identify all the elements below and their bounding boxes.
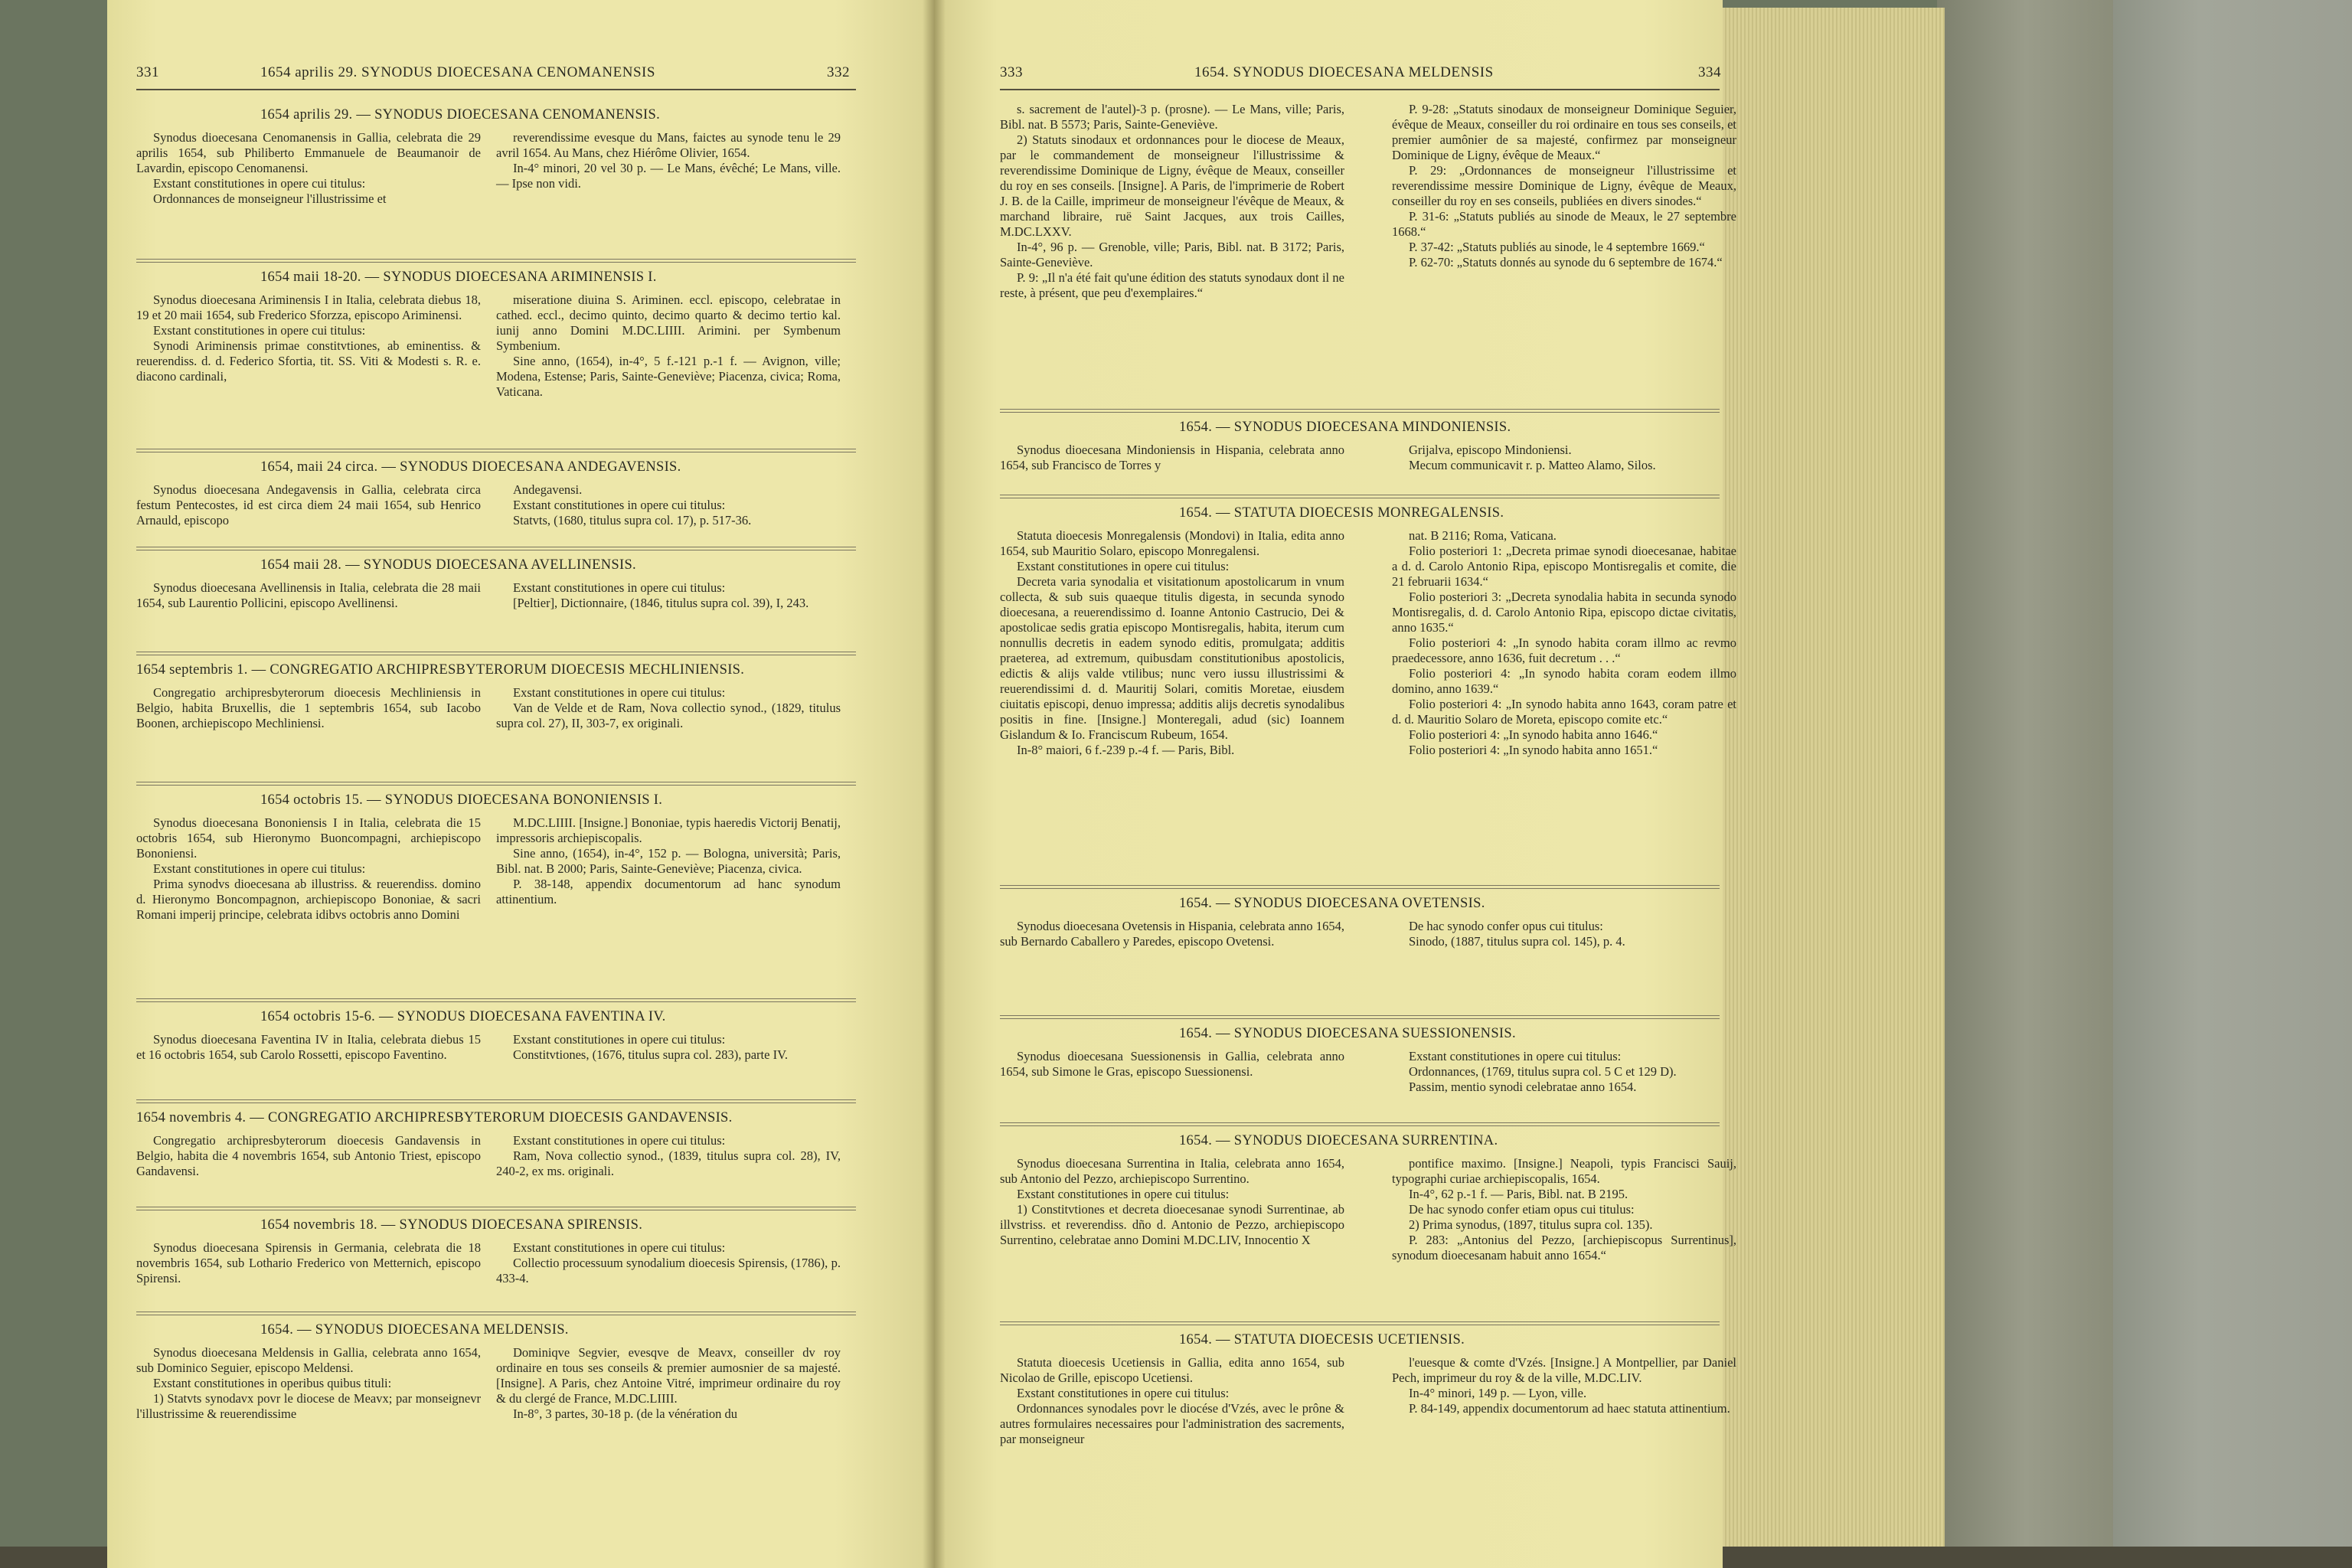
entry-title: 1654. — SYNODUS DIOECESANA OVETENSIS. <box>1179 896 1485 911</box>
entry-paragraph: P. 283: „Antonius del Pezzo, [archiepiscopus Surrentinus], synodum dioecesanam habuit anno 1654.“ <box>1392 1233 1736 1263</box>
entry-paragraph: Exstant constitutiones in opere cui titulus: <box>153 861 366 876</box>
entry-paragraph: Folio posteriori 3: „Decreta synodalia habita in secunda synodo Montisregalis, d. d. Carolo Antonio Ripa, episcopo dictae civitatis, anno 1635.“ <box>1392 590 1736 635</box>
entry-paragraph: Synodus dioecesana Cenomanensis in Gallia, celebrata die 29 aprilis 1654, sub Philiberto Emmanuele de Beaumanoir de Lavardin, episcopo Cenomanensi. <box>136 130 481 175</box>
entry-col-left <box>136 1240 481 1286</box>
entry-paragraph: [Peltier], Dictionnaire, (1846, titulus supra col. 39), I, 243. <box>513 596 809 610</box>
entry-paragraph: Dominiqve Segvier, evesqve de Meavx, conseiller dv roy ordinaire en tous ses conseils & premier aumosnier de sa majesté. [Insigne]. A Paris, chez Antoine Vitré, imprimeur ordinaire du roy & du clergé de France, M.DC.LIIII. <box>496 1345 841 1406</box>
entry-col-left <box>136 482 481 528</box>
entry-paragraph: 2) Statuts sinodaux et ordonnances pour le diocese de Meaux, par le commandement de monseigneur l'illustrissime & reverendissime Dominique de Ligny, évêque de Meaux, conseiller du roy en ses conseils. [Insigne]. A Paris, de l'imprimerie de Robert J. B. de la Caille, imprimeur de monseigneur l'évêque de Meaux, & marchand libraire, ruë Saint Jacques, aux trois Cailles, M.DC.LXXV. <box>1000 132 1344 239</box>
entry-paragraph: Congregatio archipresbyterorum dioecesis Mechliniensis in Belgio, habita Bruxellis, die 1 septembris 1654, sub Iacobo Boonen, archiepiscopo Mechliniensi. <box>136 685 481 730</box>
entry-paragraph: Exstant constitutiones in opere cui titulus: <box>513 1240 726 1255</box>
entry-title: 1654. — SYNODUS DIOECESANA SURRENTINA. <box>1179 1133 1498 1148</box>
entry-paragraph: P. 38-148, appendix documentorum ad hanc synodum attinentium. <box>496 877 841 906</box>
entry-paragraph: Exstant constitutiones in opere cui titulus: <box>1409 1049 1622 1063</box>
entry-paragraph: P. 31-6: „Statuts publiés au sinode de Meaux, le 27 septembre 1668.“ <box>1392 209 1736 239</box>
entry-paragraph: Folio posteriori 1: „Decreta primae synodi dioecesanae, habitae a d. d. Carolo Antonio Ripa, episcopo Montisregalis et comite, die 21 februarii 1634.“ <box>1392 544 1736 589</box>
entry-separator <box>1000 1122 1720 1126</box>
entry-paragraph: In-8° maiori, 6 f.-239 p.-4 f. — Paris, Bibl. <box>1017 743 1235 757</box>
entry-col-right <box>1392 443 1736 473</box>
entry-col-left <box>136 685 481 731</box>
entry-paragraph: Exstant constitutiones in opere cui titulus: <box>153 176 366 191</box>
entry-paragraph: Exstant constitutiones in opere cui titulus: <box>513 1032 726 1047</box>
entry-separator <box>136 259 856 263</box>
background-cloth <box>2098 0 2352 1568</box>
book-gutter <box>923 0 946 1568</box>
book-page-edges <box>1715 8 1945 1547</box>
entry-paragraph: Andegavensi. <box>513 482 583 497</box>
entry-paragraph: Van de Velde et de Ram, Nova collectio synod., (1829, titulus supra col. 27), II, 303-7, ex originali. <box>496 701 841 730</box>
entry-paragraph: nat. B 2116; Roma, Vaticana. <box>1409 528 1557 543</box>
book-back-cover <box>1937 0 2113 1568</box>
entry-col-left <box>136 1345 481 1422</box>
entry-paragraph: Passim, mentio synodi celebratae anno 1654. <box>1409 1080 1637 1094</box>
entry-title: 1654 maii 28. — SYNODUS DIOECESANA AVELLINENSIS. <box>260 557 636 573</box>
entry-paragraph: P. 9-28: „Statuts sinodaux de monseigneur Dominique Seguier, évêque de Meaux, conseiller du roi ordinaire en tous ses conseils, et premier aumônier de sa majesté, confirmez par monseigneur Dominique de Ligny, évêque de Meaux.“ <box>1392 102 1736 162</box>
entry-col-right <box>1392 919 1736 949</box>
entry-col-left <box>1000 919 1344 949</box>
entry-paragraph: Synodus dioecesana Andegavensis in Gallia, celebrata circa festum Pentecostes, id est circa diem 24 maii 1654, sub Henrico Arnauld, episcopo <box>136 482 481 528</box>
entry-col-right <box>496 292 841 400</box>
entry-paragraph: Folio posteriori 4: „In synodo habita anno 1643, coram patre et d. d. Mauritio Solaro de Moreta, episcopo comite etc.“ <box>1392 697 1736 727</box>
entry-col-left <box>136 1032 481 1063</box>
entry-title: 1654. — STATUTA DIOECESIS MONREGALENSIS. <box>1179 505 1504 521</box>
entry-separator <box>136 1207 856 1210</box>
entry-paragraph: Exstant constitutiones in opere cui titulus: <box>153 323 366 338</box>
entry-paragraph: Statvts, (1680, titulus supra col. 17), p. 517-36. <box>513 513 752 528</box>
entry-paragraph: Synodus dioecesana Mindoniensis in Hispania, celebrata anno 1654, sub Francisco de Torres y <box>1000 443 1344 472</box>
entry-paragraph: In-4°, 96 p. — Grenoble, ville; Paris, Bibl. nat. B 3172; Paris, Sainte-Geneviève. <box>1000 240 1344 270</box>
entry-col-left <box>1000 1049 1344 1080</box>
entry-col-right <box>496 130 841 191</box>
entry-col-right <box>496 1240 841 1286</box>
entry-paragraph: Exstant constitutiones in opere cui titulus: <box>513 580 726 595</box>
entry-paragraph: Ordonnances, (1769, titulus supra col. 5 C et 129 D). <box>1409 1064 1677 1079</box>
entry-paragraph: Exstant constitutiones in opere cui titulus: <box>513 1133 726 1148</box>
entry-paragraph: 2) Prima synodus, (1897, titulus supra col. 135). <box>1409 1217 1653 1232</box>
entry-separator <box>1000 885 1720 889</box>
entry-paragraph: Ram, Nova collectio synod., (1839, titulus supra col. 28), IV, 240-2, ex ms. originali. <box>496 1148 841 1178</box>
entry-paragraph: P. 62-70: „Statuts donnés au synode du 6 septembre de 1674.“ <box>1409 255 1723 270</box>
entry-paragraph: 1) Constitvtiones et decreta dioecesanae synodi Surrentinae, ab illvstriss. et reverendiss. dño d. Antonio de Pezzo, archiepiscopo Surrentino, celebratae anno Domini M.DC.LIV, Innocentio X <box>1000 1202 1344 1247</box>
entry-paragraph: Synodus dioecesana Ariminensis I in Italia, celebrata diebus 18, 19 et 20 maii 1654, sub Frederico Sforzza, episcopo Ariminensi. <box>136 292 481 322</box>
entry-paragraph: Statuta dioecesis Monregalensis (Mondovi) in Italia, edita anno 1654, sub Mauritio Solaro, episcopo Monregalensi. <box>1000 528 1344 558</box>
entry-paragraph: Synodus dioecesana Suessionensis in Gallia, celebrata anno 1654, sub Simone le Gras, episcopo Suessionensi. <box>1000 1049 1344 1079</box>
entry-paragraph: Ordonnances de monseigneur l'illustrissime et <box>153 191 387 206</box>
entry-separator <box>136 449 856 452</box>
entry-paragraph: Exstant constitutiones in opere cui titulus: <box>513 498 726 512</box>
entry-title: 1654 octobris 15-6. — SYNODUS DIOECESANA FAVENTINA IV. <box>260 1009 666 1024</box>
entry-paragraph: Prima synodvs dioecesana ab illustriss. & reuerendiss. domino d. Hieronymo Boncompagnon, archiepiscopo Bononiae, & sacri Romani imperij principe, celebrata idibvs octobris anno Domini <box>136 877 481 922</box>
entry-paragraph: Exstant constitutiones in opere cui titulus: <box>513 685 726 700</box>
entry-title: 1654 septembris 1. — CONGREGATIO ARCHIPRESBYTERORUM DIOECESIS MECHLINIENSIS. <box>136 662 745 678</box>
entry-paragraph: P. 9: „Il n'a été fait qu'une édition des statuts synodaux dont il ne reste, à présent, que peu d'exemplaires.“ <box>1000 270 1344 300</box>
entry-paragraph: De hac synodo confer opus cui titulus: <box>1409 919 1603 933</box>
entry-paragraph: 1) Statvts synodavx povr le diocese de Meavx; par monseignevr l'illustrissime & reuerendissime <box>136 1391 481 1421</box>
entry-paragraph: Synodus dioecesana Meldensis in Gallia, celebrata anno 1654, sub Dominico Seguier, episcopo Meldensi. <box>136 1345 481 1375</box>
entry-paragraph: M.DC.LIIII. [Insigne.] Bononiae, typis haeredis Victorij Benatij, impressoris archiepiscopalis. <box>496 815 841 845</box>
entry-col-right <box>496 1133 841 1179</box>
entry-paragraph: In-4° minori, 149 p. — Lyon, ville. <box>1409 1386 1587 1400</box>
entry-col-right <box>1392 1355 1736 1416</box>
running-title: 1654. SYNODUS DIOECESANA MELDENSIS <box>1194 64 1494 80</box>
entry-paragraph: Sinodo, (1887, titulus supra col. 145), p. 4. <box>1409 934 1625 949</box>
entry-paragraph: De hac synodo confer etiam opus cui titulus: <box>1409 1202 1635 1217</box>
entry-paragraph: Congregatio archipresbyterorum dioecesis Gandavensis in Belgio, habita die 4 novembris 1654, sub Antonio Triest, episcopo Gandavensi. <box>136 1133 481 1178</box>
entry-paragraph: In-8°, 3 partes, 30-18 p. (de la vénération du <box>513 1406 737 1421</box>
entry-title: 1654. — SYNODUS DIOECESANA MINDONIENSIS. <box>1179 420 1511 435</box>
entry-paragraph: Synodus dioecesana Ovetensis in Hispania, celebrata anno 1654, sub Bernardo Caballero y Paredes, episcopo Ovetensi. <box>1000 919 1344 949</box>
entry-title: 1654, maii 24 circa. — SYNODUS DIOECESANA ANDEGAVENSIS. <box>260 459 681 475</box>
entry-separator <box>136 652 856 655</box>
head-rule <box>1000 89 1720 90</box>
entry-paragraph: pontifice maximo. [Insigne.] Neapoli, typis Francisci Sauij, typographi curiae archiepiscopalis, 1654. <box>1392 1156 1736 1186</box>
entry-paragraph: Collectio processuum synodalium dioecesis Spirensis, (1786), p. 433-4. <box>496 1256 841 1285</box>
entry-col-right <box>1392 1049 1736 1095</box>
entry-paragraph: Synodus dioecesana Avellinensis in Italia, celebrata die 28 maii 1654, sub Laurentio Pollicini, episcopo Avellinensi. <box>136 580 481 610</box>
page-number: 332 <box>827 64 850 80</box>
entry-separator <box>136 1312 856 1315</box>
entry-separator <box>136 547 856 550</box>
entry-paragraph: l'euesque & comte d'Vzés. [Insigne.] A Montpellier, par Daniel Pech, imprimeur du roy & de la ville, M.DC.LIV. <box>1392 1355 1736 1385</box>
entry-paragraph: Exstant constitutiones in opere cui titulus: <box>1017 1386 1230 1400</box>
entry-title: 1654 maii 18-20. — SYNODUS DIOECESANA ARIMINENSIS I. <box>260 270 657 285</box>
entry-paragraph: Statuta dioecesis Ucetiensis in Gallia, edita anno 1654, sub Nicolao de Grille, episcopo Ucetiensi. <box>1000 1355 1344 1385</box>
entry-paragraph: Exstant constitutiones in opere cui titulus: <box>1017 559 1230 573</box>
entry-paragraph: Synodi Ariminensis primae constitvtiones, ab eminentiss. & reuerendiss. d. d. Federico Sfortia, tit. SS. Viti & Modesti s. R. e. diacono cardinali, <box>136 338 481 384</box>
entry-col-left <box>1000 1156 1344 1248</box>
entry-paragraph: Folio posteriori 4: „In synodo habita coram illmo ac revmo praedecessore, anno 1636, fuit decretum . . .“ <box>1392 635 1736 665</box>
entry-paragraph: Ordonnances synodales povr le diocése d'Vzés, avec le prône & autres formulaires necessaires pour l'administration des sacrements, par monseigneur <box>1000 1401 1344 1446</box>
entry-title: 1654 octobris 15. — SYNODUS DIOECESANA BONONIENSIS I. <box>260 792 663 808</box>
entry-separator <box>1000 495 1720 498</box>
entry-paragraph: Sine anno, (1654), in-4°, 152 p. — Bologna, università; Paris, Bibl. nat. B 2000; Paris, Sainte-Geneviève; Piacenza, civica. <box>496 846 841 876</box>
entry-col-right <box>496 482 841 528</box>
entry-title: 1654 novembris 4. — CONGREGATIO ARCHIPRESBYTERORUM DIOECESIS GANDAVENSIS. <box>136 1110 733 1125</box>
entry-col-left <box>1000 528 1344 758</box>
entry-col-left <box>136 815 481 923</box>
entry-title: 1654. — SYNODUS DIOECESANA MELDENSIS. <box>260 1322 569 1338</box>
entry-paragraph: Exstant constitutiones in opere cui titulus: <box>1017 1187 1230 1201</box>
entry-col-left <box>136 292 481 384</box>
entry-paragraph: Exstant constitutiones in operibus quibus tituli: <box>153 1376 392 1390</box>
entry-paragraph: Sine anno, (1654), in-4°, 5 f.-121 p.-1 f. — Avignon, ville; Modena, Estense; Paris, Sainte-Geneviève; Piacenza, civica; Roma, Vaticana. <box>496 354 841 399</box>
entry-separator <box>1000 1321 1720 1325</box>
entry-separator <box>1000 409 1720 413</box>
entry-paragraph: Synodus dioecesana Spirensis in Germania, celebrata die 18 novembris 1654, sub Lothario Frederico von Metternich, episcopo Spirensi. <box>136 1240 481 1285</box>
entry-paragraph: Folio posteriori 4: „In synodo habita coram eodem illmo domino, anno 1639.“ <box>1392 666 1736 696</box>
entry-paragraph: In-4°, 62 p.-1 f. — Paris, Bibl. nat. B 2195. <box>1409 1187 1628 1201</box>
entry-col-left <box>1000 443 1344 473</box>
entry-paragraph: Mecum communicavit r. p. Matteo Alamo, Silos. <box>1409 458 1656 472</box>
entry-paragraph: miseratione diuina S. Ariminen. eccl. episcopo, celebratae in cathed. eccl., decimo quinto, decimo quarto & decimo tertio kal. iunij anno Domini M.DC.LIIII. Arimini. per Symbenum Symbenium. <box>496 292 841 353</box>
page-number: 334 <box>1698 64 1721 80</box>
entry-paragraph: s. sacrement de l'autel)-3 p. (prosne). — Le Mans, ville; Paris, Bibl. nat. B 5573; Paris, Sainte-Geneviève. <box>1000 102 1344 132</box>
entry-paragraph: Synodus dioecesana Faventina IV in Italia, celebrata diebus 15 et 16 octobris 1654, sub Carolo Rossetti, episcopo Faventino. <box>136 1032 481 1062</box>
entry-paragraph: Constitvtiones, (1676, titulus supra col. 283), parte IV. <box>513 1047 788 1062</box>
entry-title: 1654. — STATUTA DIOECESIS UCETIENSIS. <box>1179 1332 1465 1348</box>
entry-separator <box>136 1099 856 1103</box>
entry-paragraph: Synodus dioecesana Surrentina in Italia, celebrata anno 1654, sub Antonio del Pezzo, archiepiscopo Surrentino. <box>1000 1156 1344 1186</box>
entry-title: 1654 aprilis 29. — SYNODUS DIOECESANA CENOMANENSIS. <box>260 107 661 122</box>
entry-col-right <box>496 685 841 731</box>
entry-paragraph: Grijalva, episcopo Mindoniensi. <box>1409 443 1572 457</box>
entry-col-left <box>136 130 481 207</box>
page-number: 333 <box>1000 64 1023 80</box>
continuation-col-right <box>1392 102 1736 270</box>
entry-paragraph: Folio posteriori 4: „In synodo habita anno 1651.“ <box>1409 743 1658 757</box>
entry-col-right <box>1392 1156 1736 1263</box>
running-title: 1654 aprilis 29. SYNODUS DIOECESANA CENOMANENSIS <box>260 64 655 80</box>
entry-paragraph: P. 29: „Ordonnances de monseigneur l'illustrissime et reverendissime messire Dominique de Ligny, évêque de Meaux, conseiller du roy en ses conseils, publiées en divers sinodes.“ <box>1392 163 1736 208</box>
entry-col-left <box>136 1133 481 1179</box>
entry-col-right <box>1392 528 1736 758</box>
entry-paragraph: P. 37-42: „Statuts publiés au sinode, le 4 septembre 1669.“ <box>1409 240 1705 254</box>
page-number: 331 <box>136 64 159 80</box>
head-rule <box>136 89 856 90</box>
entry-separator <box>1000 1015 1720 1019</box>
entry-col-right <box>496 815 841 907</box>
continuation-col-left <box>1000 102 1344 301</box>
entry-col-left <box>136 580 481 611</box>
entry-col-left <box>1000 1355 1344 1447</box>
entry-paragraph: Synodus dioecesana Bononiensis I in Italia, celebrata die 15 octobris 1654, sub Hieronymo Buoncompagni, archiepiscopo Bononiensi. <box>136 815 481 861</box>
entry-paragraph: In-4° minori, 20 vel 30 p. — Le Mans, évêché; Le Mans, ville. — Ipse non vidi. <box>496 161 841 191</box>
entry-col-right <box>496 1032 841 1063</box>
entry-col-right <box>496 580 841 611</box>
entry-separator <box>136 782 856 786</box>
entry-paragraph: Decreta varia synodalia et visitationum apostolicarum in vnum collecta, & sub suis quaeque titulis digesta, in secunda synodo dioecesana, a reuerendissimo d. Ioanne Antonio Castrucio, Dei & apostolicae sedis gratia episcopo Montisregalis, habita, iterum cum nonnullis decretis in eadem synodo editis, promulgata; additis praeterea, ad extremum, quibusdam constitutionibus apostolicis, edictis & alijs valde vtilibus; nunc vero iussu illustrissimi & reuerendissimi d. d. Mauritij Solari, comitis Moretae, eiusdem ciuitatis episcopi, denuo impressa; additis alijs decretis synodalibus positis in fine. [Insigne.] Monteregali, adud (sic) Ioannem Gislandum & Io. Franciscum Rubeum, 1654. <box>1000 574 1344 742</box>
entry-col-right <box>496 1345 841 1422</box>
entry-paragraph: Folio posteriori 4: „In synodo habita anno 1646.“ <box>1409 727 1658 742</box>
entry-title: 1654 novembris 18. — SYNODUS DIOECESANA SPIRENSIS. <box>260 1217 643 1233</box>
entry-separator <box>136 998 856 1002</box>
entry-paragraph: P. 84-149, appendix documentorum ad haec statuta attinentium. <box>1409 1401 1730 1416</box>
entry-paragraph: reverendissime evesque du Mans, faictes au synode tenu le 29 avril 1654. Au Mans, chez Hiérôme Olivier, 1654. <box>496 130 841 160</box>
entry-title: 1654. — SYNODUS DIOECESANA SUESSIONENSIS. <box>1179 1026 1516 1041</box>
